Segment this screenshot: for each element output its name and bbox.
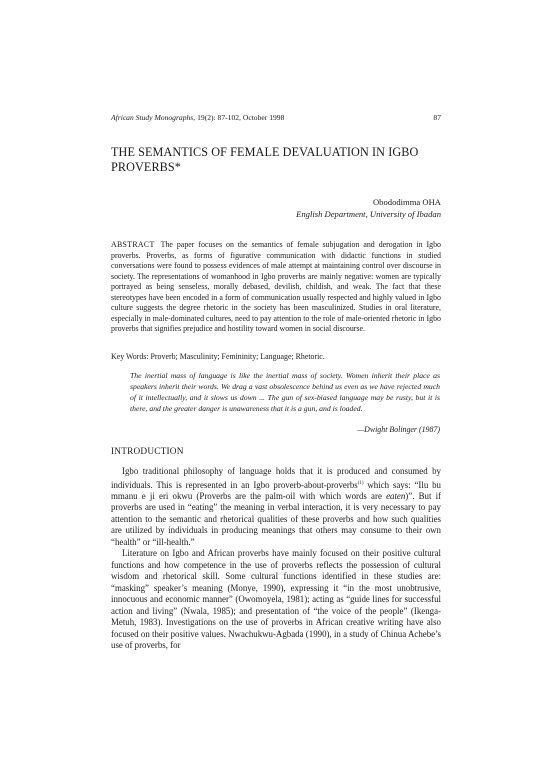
journal-name: African Study Monographs,	[111, 113, 196, 122]
italic-term: eaten	[386, 490, 406, 501]
paragraph-text: )”. But if proverbs are used in “eating” the meaning in verbal interaction, it is very necessary to pay attention to the semantic and rhetorical qualities of these proverbs and how such qualities are utilized by individuals in producing meanings that others may consume to their own “health” or “ill-health.”	[111, 490, 441, 547]
author-name: Obododimma OHA	[372, 197, 441, 207]
abstract	[111, 240, 441, 335]
keywords: Key Words: Proverb; Masculinity; Femininity; Language; Rhetoric.	[111, 352, 325, 361]
running-header	[111, 113, 441, 127]
epigraph-attribution: —Dwight Bolinger (1987)	[357, 425, 440, 434]
journal-issue: 19(2): 87-102, October 1998	[195, 113, 285, 122]
journal-citation	[111, 113, 284, 122]
article-title: THE SEMANTICS OF FEMALE DEVALUATION IN IGBO PROVERBS*	[111, 145, 419, 174]
paragraph-text: Igbo traditional philosophy of language holds that it is produced and consumed by individuals. This is represented in an Igbo proverb-about-proverbs	[111, 466, 441, 490]
paragraph: Literature on Igbo and African proverbs have mainly focused on their positive cultural functions and how competence in the use of proverbs reflects the possession of cultural wisdom and rhetorical skill. Some cultural functions identified in these studies are: “masking” speaker’s meaning (Monye, 1990), expressing it “in the most unobtrusive, innocuous and economic manner” (Owomoyela, 1981); acting as “guide lines for successful action and living” (Nwala, 1985); and presentation of “the voice of the people” (Ikenga-Metuh, 1983). Investigations on the use of proverbs in African creative writing have also focused on their positive values. Nwachukwu-Agbada (1990), in a study of Chinua Achebe’s use of proverbs, for	[111, 548, 441, 651]
epigraph-quote: The inertial mass of language is like the inertial mass of society. Women inherit their place as speakers inherit their words. We drag a vast obsolescence behind us even as we have rejected much of it intellectually, and it slows us down ... The gun of sex-biased language may be rusty, but it is there, and the greater danger is unawareness that it is a gun, and is loaded.	[130, 371, 440, 413]
paragraph	[111, 466, 441, 548]
abstract-label: ABSTRACT	[111, 240, 155, 249]
author-block	[296, 196, 441, 220]
paragraph-text: which says: “Ilu bu mmanu e ji eri okwu (Proverbs are the palm-oil with which words are	[111, 479, 441, 501]
footnote-marker: (1)	[357, 480, 364, 486]
author-affiliation: English Department, University of Ibadan	[296, 209, 441, 219]
section-heading-introduction: INTRODUCTION	[111, 447, 184, 457]
introduction-body	[111, 466, 441, 652]
abstract-text: The paper focuses on the semantics of female subjugation and derogation in Igbo proverbs. Proverbs, as forms of figurative communication with didactic functions in studied conversations were found to possess evidences of male attempt at maintaining control over discourse in society. The representations of womanhood in Igbo proverbs are mainly negative: women are typically portrayed as being senseless, morally debased, devilish, childish, and weak. The fact that these stereotypes have been encoded in a form of communication usually respected and highly valued in Igbo culture suggests the degree rhetoric in the society has been masculinized. Studies in oral literature, especially in male-dominated cultures, need to pay attention to the role of male-oriented rhetoric in Igbo proverbs that signifies prejudice and hostility toward women in social discourse.	[111, 240, 441, 333]
page-number: 87	[433, 113, 441, 122]
